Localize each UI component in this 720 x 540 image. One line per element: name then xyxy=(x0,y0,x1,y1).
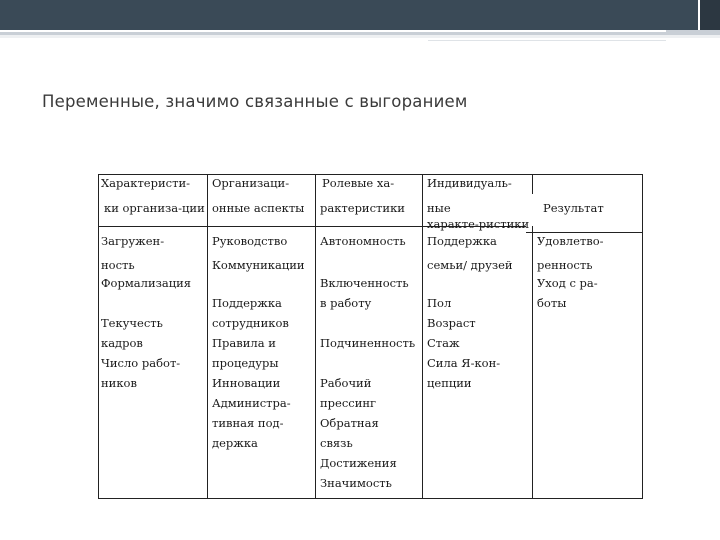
cell-col4-line7: Сила Я-кон- xyxy=(427,356,501,370)
header-org-aspects-line1: Организаци- xyxy=(212,176,290,190)
header-accent-rule xyxy=(428,40,666,41)
column-divider-4 xyxy=(532,226,533,499)
cell-col5-line1: Удовлетво- xyxy=(537,234,604,248)
column-divider-1 xyxy=(207,174,208,499)
cell-col2-line1: Руководство xyxy=(212,234,288,248)
cell-col3-line6: Подчиненность xyxy=(320,336,416,350)
cell-col3-line9: прессинг xyxy=(320,396,377,410)
cell-col1-line6: кадров xyxy=(101,336,143,350)
header-result: Результат xyxy=(543,201,604,215)
cell-col4-line1: Поддержка xyxy=(427,234,497,248)
header-individual-characteristics-line3: характе-ристики xyxy=(427,217,530,231)
cell-col3-line11: связь xyxy=(320,436,353,450)
cell-col5-line4: боты xyxy=(537,296,567,310)
cell-col1-line3: Формализация xyxy=(101,276,192,290)
cell-col4-line5: Возраст xyxy=(427,316,476,330)
cell-col2-line8: Инновации xyxy=(212,376,281,390)
cell-col2-line5: сотрудников xyxy=(212,316,289,330)
cell-col3-line8: Рабочий xyxy=(320,376,372,390)
cell-col3-line4: в работу xyxy=(320,296,372,310)
cell-col2-line9: Администра- xyxy=(212,396,291,410)
column-divider-2 xyxy=(315,174,316,499)
cell-col2-line11: держка xyxy=(212,436,258,450)
cell-col3-line13: Значимость xyxy=(320,476,392,490)
header-org-characteristics-line2: ки организа-ции xyxy=(104,201,205,215)
cell-col3-line10: Обратная xyxy=(320,416,379,430)
cell-col1-line8: ников xyxy=(101,376,137,390)
cell-col2-line6: Правила и xyxy=(212,336,276,350)
header-divider xyxy=(698,0,700,30)
header-corner-block xyxy=(698,0,720,30)
cell-col3-line1: Автономность xyxy=(320,234,406,248)
column-divider-3 xyxy=(422,174,423,499)
slide-title: Переменные, значимо связанные с выгоранием xyxy=(42,92,468,111)
slide-header-bar xyxy=(0,0,720,30)
header-individual-characteristics-line2: ные xyxy=(427,201,451,215)
cell-col4-line4: Пол xyxy=(427,296,452,310)
cell-col4-line8: цепции xyxy=(427,376,472,390)
cell-col5-line2: ренность xyxy=(537,258,593,272)
cell-col5-line3: Уход с ра- xyxy=(537,276,598,290)
cell-col1-line1: Загружен- xyxy=(101,234,165,248)
cell-col1-line2: ность xyxy=(101,258,135,272)
header-rule xyxy=(0,30,666,32)
cell-col1-line7: Число работ- xyxy=(101,356,181,370)
cell-col3-line12: Достижения xyxy=(320,456,397,470)
header-role-characteristics-line1: Ролевые ха- xyxy=(322,176,395,190)
cell-col2-line4: Поддержка xyxy=(212,296,282,310)
column-divider-4-top xyxy=(532,174,533,194)
cell-col2-line10: тивная под- xyxy=(212,416,284,430)
cell-col4-line6: Стаж xyxy=(427,336,460,350)
header-shadow-band xyxy=(0,35,720,38)
header-org-characteristics-line1: Характеристи- xyxy=(101,176,190,190)
cell-col2-line2: Коммуникации xyxy=(212,258,305,272)
cell-col3-line3: Включенность xyxy=(320,276,409,290)
header-org-aspects-line2: онные аспекты xyxy=(212,201,305,215)
cell-col4-line2: семьи/ друзей xyxy=(427,258,513,272)
header-individual-characteristics-line1: Индивидуаль- xyxy=(427,176,512,190)
header-role-characteristics-line2: рактеристики xyxy=(320,201,405,215)
cell-col1-line5: Текучесть xyxy=(101,316,163,330)
cell-col2-line7: процедуры xyxy=(212,356,279,370)
